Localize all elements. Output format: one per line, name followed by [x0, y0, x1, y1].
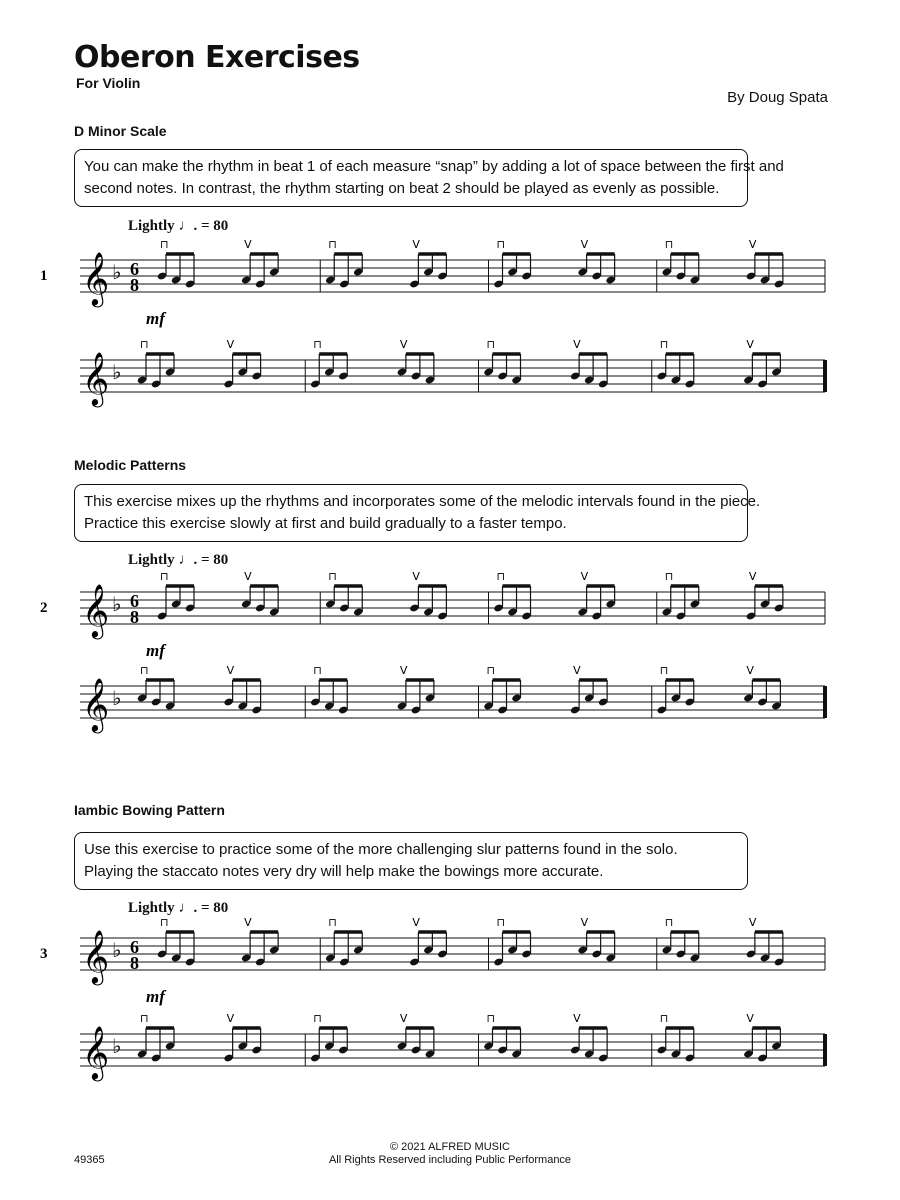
up-bow-icon: V [399, 1012, 408, 1025]
flat-icon: ♭ [112, 360, 122, 384]
up-bow-icon: V [412, 916, 420, 929]
exercise-number: 1 [40, 268, 48, 284]
final-barline [823, 1034, 827, 1066]
instruction-box-2 [74, 484, 761, 542]
down-bow-icon: ⊓ [659, 1012, 669, 1025]
tempo-value: = 80 [200, 552, 229, 568]
flat-icon: ♭ [112, 260, 122, 284]
instruction-line: Playing the staccato notes very dry will help make the bowings more accurate. [84, 863, 604, 880]
time-signature-top: 6 [130, 591, 139, 611]
up-bow-icon: V [580, 570, 589, 583]
down-bow-icon: ⊓ [664, 238, 674, 251]
down-bow-icon: ⊓ [659, 664, 669, 677]
up-bow-icon: V [412, 238, 420, 251]
flat-icon: ♭ [112, 1034, 122, 1058]
section-heading-melodic-patterns: Melodic Patterns [74, 457, 187, 473]
time-signature-bottom: 8 [130, 607, 139, 627]
down-bow-icon: ⊓ [140, 664, 149, 677]
dynamic-marking: mf [146, 309, 165, 328]
section-heading-d-minor-scale: D Minor Scale [74, 123, 167, 139]
instruction-box-1 [74, 149, 784, 207]
down-bow-icon: ⊓ [313, 338, 322, 351]
treble-clef-icon: 𝄞 [82, 1025, 110, 1079]
music-staff-system [40, 1012, 840, 1094]
copyright-notice [0, 1141, 900, 1167]
down-bow-icon: ⊓ [664, 570, 674, 583]
music-staff-system [40, 572, 840, 662]
up-bow-icon: V [580, 916, 589, 929]
dotted-quarter-icon: ♩. [178, 218, 198, 234]
tempo-label: Lightly [128, 218, 175, 234]
section-heading-iambic-bowing: Iambic Bowing Pattern [74, 802, 225, 818]
exercise-number: 2 [40, 600, 48, 616]
exercise-number: 3 [40, 946, 48, 962]
down-bow-icon: ⊓ [160, 916, 169, 929]
music-staff-system [40, 240, 840, 330]
copyright-line: © 2021 ALFRED MUSIC [390, 1141, 510, 1153]
tempo-marking-2 [128, 552, 228, 569]
page-subtitle: For Violin [76, 75, 141, 91]
up-bow-icon: V [399, 338, 408, 351]
down-bow-icon: ⊓ [496, 916, 506, 929]
up-bow-icon: V [226, 664, 235, 677]
up-bow-icon: V [746, 664, 754, 677]
music-staff-system [40, 338, 840, 420]
up-bow-icon: V [573, 338, 581, 351]
instruction-line: Practice this exercise slowly at first and build gradually to a faster tempo. [84, 515, 567, 532]
page-title: Oberon Exercises [74, 40, 360, 75]
dotted-quarter-icon: ♩. [178, 552, 198, 568]
dynamic-marking: mf [146, 987, 165, 1006]
treble-clef-icon: 𝄞 [82, 351, 110, 405]
time-signature-bottom: 8 [130, 953, 139, 973]
up-bow-icon: V [580, 238, 589, 251]
instruction-line: You can make the rhythm in beat 1 of each measure “snap” by adding a lot of space between the first and [84, 158, 784, 175]
treble-clef-icon: 𝄞 [82, 929, 110, 983]
dotted-quarter-icon: ♩. [178, 900, 198, 916]
flat-icon: ♭ [112, 938, 122, 962]
time-signature-bottom: 8 [130, 275, 139, 295]
flat-icon: ♭ [112, 686, 122, 710]
down-bow-icon: ⊓ [659, 338, 669, 351]
down-bow-icon: ⊓ [486, 664, 496, 677]
music-staff-system [40, 664, 840, 746]
up-bow-icon: V [399, 664, 408, 677]
instruction-line: This exercise mixes up the rhythms and incorporates some of the melodic intervals found in the piece. [84, 493, 761, 510]
down-bow-icon: ⊓ [160, 238, 169, 251]
down-bow-icon: ⊓ [496, 570, 506, 583]
down-bow-icon: ⊓ [486, 1012, 496, 1025]
down-bow-icon: ⊓ [140, 338, 149, 351]
up-bow-icon: V [573, 1012, 581, 1025]
flat-icon: ♭ [112, 592, 122, 616]
time-signature-top: 6 [130, 259, 139, 279]
down-bow-icon: ⊓ [664, 916, 674, 929]
treble-clef-icon: 𝄞 [82, 251, 110, 305]
up-bow-icon: V [746, 338, 754, 351]
music-staff-system [40, 918, 840, 1008]
down-bow-icon: ⊓ [328, 916, 337, 929]
tempo-label: Lightly [128, 900, 175, 916]
down-bow-icon: ⊓ [496, 238, 506, 251]
down-bow-icon: ⊓ [313, 664, 322, 677]
rights-line: All Rights Reserved including Public Performance [328, 1154, 572, 1166]
up-bow-icon: V [412, 570, 420, 583]
instruction-line: second notes. In contrast, the rhythm starting on beat 2 should be played as evenly as possible. [84, 180, 720, 197]
final-barline [823, 360, 827, 392]
instruction-box-3 [74, 832, 748, 890]
composer-credit: By Doug Spata [727, 89, 828, 106]
up-bow-icon: V [748, 916, 757, 929]
tempo-marking-1 [128, 218, 228, 235]
down-bow-icon: ⊓ [313, 1012, 322, 1025]
up-bow-icon: V [573, 664, 581, 677]
up-bow-icon: V [748, 238, 757, 251]
up-bow-icon: V [746, 1012, 754, 1025]
dynamic-marking: mf [146, 641, 165, 660]
down-bow-icon: ⊓ [328, 570, 337, 583]
up-bow-icon: V [244, 570, 252, 583]
time-signature-top: 6 [130, 937, 139, 957]
instruction-line: Use this exercise to practice some of the more challenging slur patterns found in the solo. [84, 841, 678, 858]
tempo-marking-3 [128, 900, 228, 917]
final-barline [823, 686, 827, 718]
up-bow-icon: V [226, 338, 235, 351]
down-bow-icon: ⊓ [160, 570, 169, 583]
tempo-value: = 80 [200, 218, 229, 234]
down-bow-icon: ⊓ [328, 238, 337, 251]
tempo-label: Lightly [128, 552, 175, 568]
treble-clef-icon: 𝄞 [82, 583, 110, 637]
down-bow-icon: ⊓ [486, 338, 496, 351]
up-bow-icon: V [226, 1012, 235, 1025]
tempo-value: = 80 [200, 900, 229, 916]
treble-clef-icon: 𝄞 [82, 677, 110, 731]
up-bow-icon: V [244, 916, 252, 929]
catalog-number: 49365 [74, 1154, 105, 1166]
down-bow-icon: ⊓ [140, 1012, 149, 1025]
up-bow-icon: V [244, 238, 252, 251]
up-bow-icon: V [748, 570, 757, 583]
